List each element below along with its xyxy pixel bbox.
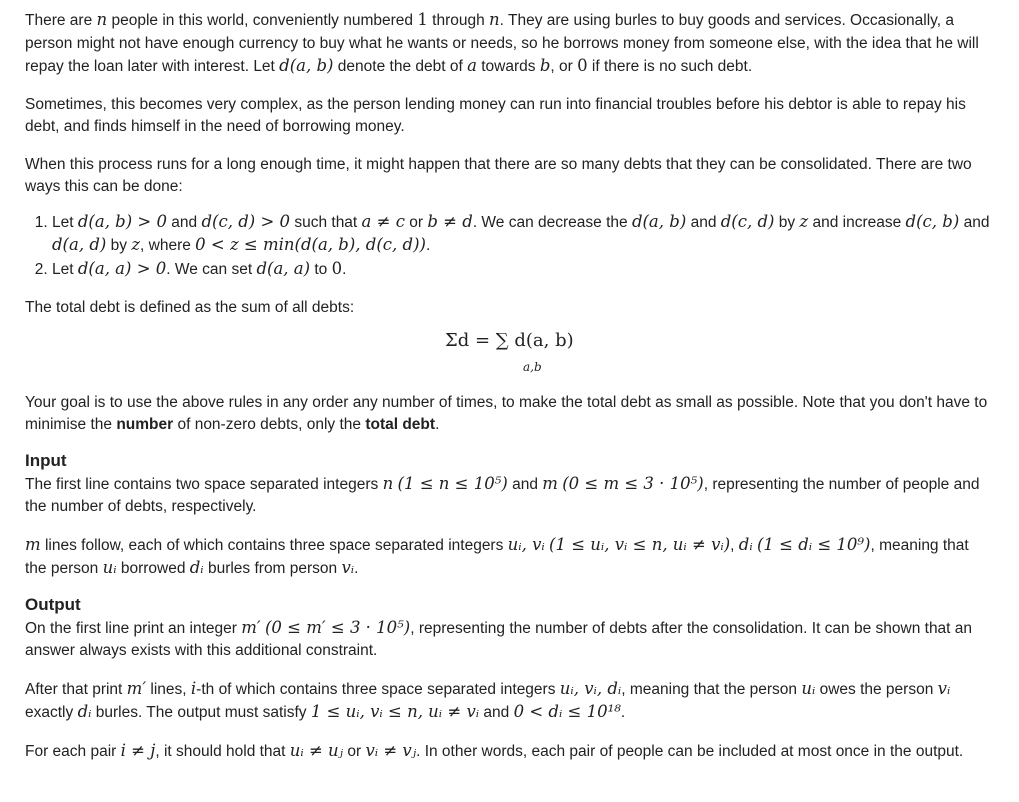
- math: 0 < z ≤ min(d(a, b), d(c, d)): [195, 235, 426, 254]
- text: towards: [476, 58, 540, 75]
- math: dᵢ: [77, 702, 92, 721]
- text: or: [343, 742, 366, 760]
- math: 0 < dᵢ ≤ 10¹⁸: [513, 702, 621, 721]
- text: On the first line print an integer: [25, 619, 242, 637]
- math: b: [539, 56, 551, 75]
- text: After that print: [25, 680, 127, 698]
- formula-subscript: a,b: [523, 359, 542, 374]
- math: n: [382, 473, 394, 493]
- math: a: [467, 56, 477, 75]
- text: The first line contains two space separated integers: [25, 475, 383, 493]
- math: n: [96, 10, 108, 29]
- math: m: [25, 534, 41, 554]
- math: d(c, d) > 0: [201, 211, 291, 231]
- text: and: [686, 213, 721, 231]
- text: such that: [290, 213, 362, 231]
- math: (1 ≤ n ≤ 10⁵): [397, 473, 508, 493]
- text: , where: [140, 237, 196, 254]
- text: Let: [52, 260, 78, 278]
- math: a ≠ c: [361, 211, 405, 231]
- text: and increase: [808, 213, 906, 231]
- text: and: [507, 475, 543, 493]
- math: (0 ≤ m′ ≤ 3 · 10⁵): [264, 617, 411, 637]
- output-heading: Output: [25, 594, 81, 614]
- text: lines,: [146, 680, 191, 698]
- text: .: [620, 704, 626, 721]
- text: .: [342, 260, 347, 278]
- text: , meaning that the person: [25, 536, 969, 577]
- math: 1: [417, 10, 428, 29]
- input-line-1: [25, 473, 994, 519]
- bold-text: total debt: [365, 416, 436, 433]
- text: to: [310, 260, 332, 278]
- text: burles. The output must satisfy: [91, 704, 311, 721]
- math: (1 ≤ dᵢ ≤ 10⁹): [756, 534, 871, 554]
- text: by: [106, 237, 132, 254]
- text: For each pair: [25, 742, 121, 760]
- text: .: [425, 237, 431, 254]
- text: owes the person: [815, 680, 938, 698]
- input-heading: Input: [25, 450, 67, 470]
- math: d(a, a): [256, 258, 311, 278]
- text: . They are using burles to buy goods and services. Occasionally, a person might not have enough currency to buy what he wants or needs, so he borrows money from someone else, with the idea that he will repay the loan later with interest. Let: [25, 12, 979, 75]
- math: uᵢ: [801, 678, 816, 698]
- text: and: [959, 213, 990, 231]
- bold-text: number: [116, 416, 174, 433]
- math: d(a, b) > 0: [77, 211, 167, 231]
- rule-1: [52, 211, 994, 258]
- text: if there is no such debt.: [587, 58, 753, 75]
- math: b ≠ d: [427, 211, 473, 231]
- text: burles from person: [203, 560, 342, 577]
- math: d(a, d): [52, 235, 107, 254]
- text: ,: [730, 536, 739, 554]
- math: m′: [126, 678, 147, 698]
- output-line-2: [25, 678, 994, 725]
- math: m: [542, 473, 558, 493]
- text: of non-zero debts, only the: [173, 416, 366, 433]
- text: .: [354, 560, 359, 577]
- input-line-2: [25, 534, 994, 581]
- text: , representing the number of people and the number of debts, respectively.: [25, 475, 980, 515]
- math: n: [489, 10, 500, 29]
- text: or: [404, 213, 428, 231]
- math: vᵢ ≠ vⱼ: [365, 740, 417, 760]
- intro-paragraph: [25, 9, 994, 79]
- math: uᵢ, vᵢ: [507, 534, 545, 554]
- total-debt-formula: [25, 330, 994, 380]
- text: . We can decrease the: [472, 213, 632, 231]
- math: d(a, b): [279, 56, 334, 75]
- text: denote the debt of: [333, 58, 468, 75]
- text: . We can set: [166, 260, 257, 278]
- math: d(c, d): [720, 211, 775, 231]
- text: There are: [25, 12, 97, 29]
- math: m′: [241, 617, 261, 637]
- text: , or: [550, 58, 578, 75]
- total-debt-paragraph: The total debt is defined as the sum of all debts:: [25, 299, 355, 316]
- math: z: [131, 235, 141, 254]
- text: , meaning that the person: [621, 680, 802, 698]
- text: and: [167, 213, 202, 231]
- math: vᵢ: [341, 558, 355, 577]
- math: (1 ≤ uᵢ, vᵢ ≤ n, uᵢ ≠ vᵢ): [549, 534, 731, 554]
- text: Your goal is to use the above rules in any order any number of times, to make the total debt as small as possible. Note that you don't have to minimise the: [25, 393, 988, 433]
- consolidation-paragraph: When this process runs for a long enough time, it might happen that there are so many debts that they can be consolidated. There are two ways this can be done:: [25, 155, 972, 195]
- math: i: [190, 678, 197, 698]
- math: 1 ≤ uᵢ, vᵢ ≤ n, uᵢ ≠ vᵢ: [310, 702, 480, 721]
- text: and: [479, 704, 514, 721]
- text: .: [435, 416, 440, 433]
- math: uᵢ: [102, 558, 117, 577]
- math: (0 ≤ m ≤ 3 · 10⁵): [562, 473, 704, 493]
- text: . In other words, each pair of people can be included at most once in the output.: [416, 742, 964, 760]
- rule-2: [52, 258, 994, 282]
- text: Let: [52, 213, 78, 231]
- text: lines follow, each of which contains three space separated integers: [40, 536, 508, 554]
- text: by: [774, 213, 800, 231]
- math: uᵢ ≠ uⱼ: [289, 740, 344, 760]
- math: d(a, a) > 0: [77, 258, 167, 278]
- rules-list: [25, 211, 994, 282]
- math: d(a, b): [631, 211, 687, 231]
- math: 0: [577, 56, 588, 75]
- text: -th of which contains three space separated integers: [196, 680, 560, 698]
- math: dᵢ: [738, 534, 753, 554]
- text: , it should hold that: [155, 742, 290, 760]
- math: dᵢ: [189, 558, 204, 577]
- math: 0: [331, 258, 343, 278]
- output-line-3: [25, 740, 994, 764]
- output-line-1: [25, 617, 994, 663]
- text: exactly: [25, 704, 78, 721]
- text: , representing the number of debts after the consolidation. It can be shown that an answer always exists with this additional constraint.: [25, 619, 973, 659]
- text: borrowed: [116, 560, 190, 577]
- math: d(c, b): [905, 211, 960, 231]
- math: vᵢ: [937, 678, 951, 698]
- text: through: [427, 12, 490, 29]
- math: uᵢ, vᵢ, dᵢ: [559, 678, 622, 698]
- text: people in this world, conveniently numbered: [107, 12, 418, 29]
- complexity-paragraph: Sometimes, this becomes very complex, as the person lending money can run into financial troubles before his debtor is able to repay his debt, and finds himself in the need of borrowing money.: [25, 95, 966, 135]
- math: i ≠ j: [120, 740, 156, 760]
- formula-main: Σd = ∑ d(a, b): [445, 329, 574, 351]
- math: z: [799, 211, 809, 231]
- goal-paragraph: [25, 392, 994, 437]
